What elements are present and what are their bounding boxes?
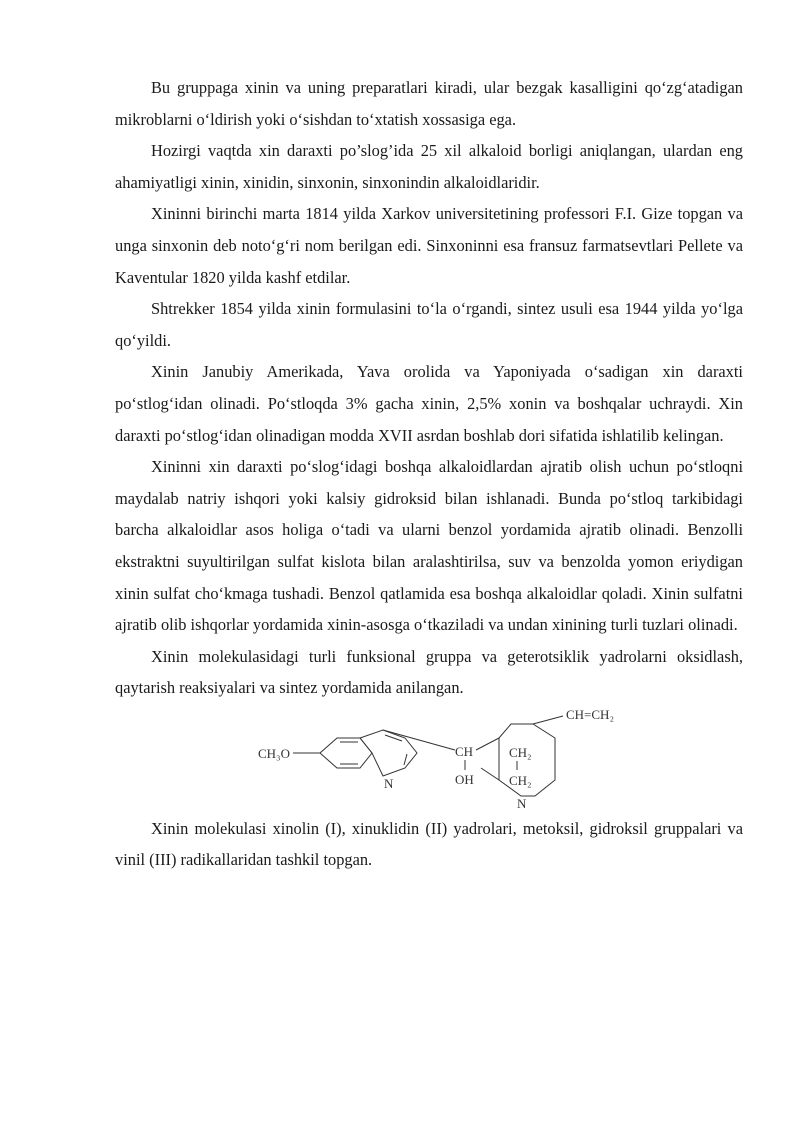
paragraph-3: Xininni birinchi marta 1814 yilda Xarkov universitetining professori F.I. Gize topgan va unga sinxonin deb noto‘g‘ri nom berilgan edi. Sinxoninni esa fransuz farmatsevtlari Pellete va Kaventular 1820 yilda kashf etdilar. (115, 204, 743, 287)
quinine-formula-svg (115, 708, 743, 813)
ch2-top-label: CH₂ (509, 744, 532, 760)
ch2-bottom-label: CH₂ (509, 772, 532, 788)
paragraph-5: Xinin Janubiy Amerikada, Yava orolida va Yaponiyada o‘sadigan xin daraxti po‘stlog‘idan olinadi. Po‘stloqda 3% gacha xinin, 2,5% xonin va boshqalar uchraydi. Xin daraxti po‘stlog‘idan olinadigan modda XVII asrdan boshlab dori sifatida ishlatilib kelingan. (115, 362, 743, 445)
paragraph-4: Shtrekker 1854 yilda xinin formulasini to‘la o‘rgandi, sintez usuli esa 1944 yilda yo‘lga qo‘yildi. (115, 299, 743, 350)
quinine-structural-formula (115, 708, 743, 813)
ch-label: CH (455, 743, 474, 759)
quinuclidine-n-label: N (517, 795, 527, 811)
quinoline-n-label: N (384, 775, 394, 791)
paragraph-2: Hozirgi vaqtda xin daraxti po’slog’ida 25 xil alkaloid borligi aniqlangan, ulardan eng ahamiyatligi xinin, xinidin, sinxonin, sinxonindin alkaloidlaridir. (115, 141, 743, 192)
paragraph-closing: Xinin molekulasi xinolin (I), xinuklidin (II) yadrolari, metoksil, gidroksil gruppalari va vinil (III) radikallaridan tashkil topgan. (115, 818, 743, 870)
paragraph-1: Bu gruppaga xinin va uning preparatlari kiradi, ular bezgak kasalligini qo‘zg‘atadigan mikroblarni o‘ldirish yoki o‘sishdan to‘xtatish xossasiga ega. (115, 78, 743, 129)
oh-label: OH (455, 771, 474, 787)
document-page (115, 72, 743, 876)
methoxy-label: CH₃O (258, 745, 290, 761)
vinyl-label: CH=CH₂ (566, 707, 614, 722)
paragraph-6: Xininni xin daraxti po‘slog‘idagi boshqa alkaloidlardan ajratib olish uchun po‘stloqni maydalab natriy ishqori yoki kalsiy gidroksid bilan ishlanadi. Bunda po‘stloq tarkibidagi barcha alkaloidlar asos holiga o‘tadi va ularni benzol yordamida ajratib olinadi. Benzolli ekstraktni suyultirilgan sulfat kislota bilan aralashtirilsa, suv va benzolda yomon eriydigan xinin sulfat cho‘kmaga tushadi. Benzol qatlamida esa boshqa alkaloidlar qoladi. Xinin sulfatni ajratib olib ishqorlar yordamida xinin-asosga o‘tkaziladi va undan xinining turli tuzlari olinadi. (115, 457, 743, 635)
paragraph-7: Xinin molekulasidagi turli funksional gruppa va geterotsiklik yadrolarni oksidlash, qaytarish reaksiyalari va sintez yordamida anilangan. (115, 646, 743, 698)
